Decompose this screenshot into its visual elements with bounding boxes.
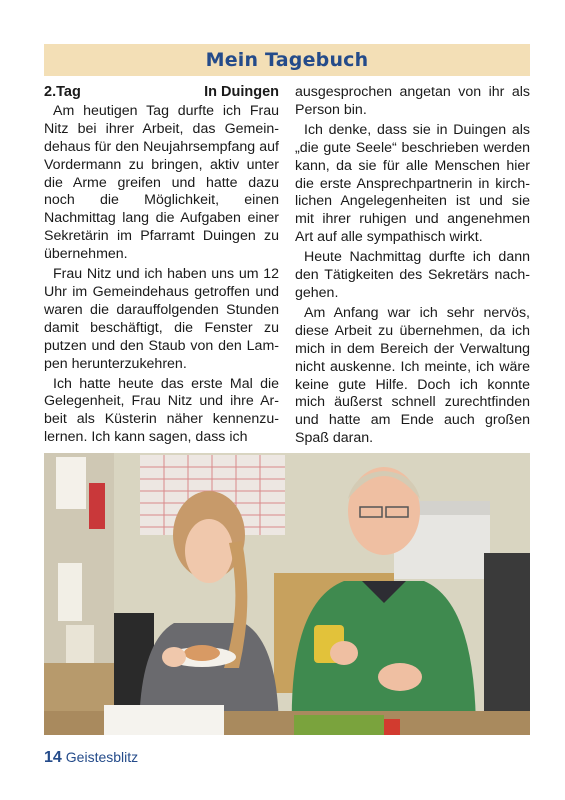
- place-label: In Duingen: [204, 84, 279, 100]
- magazine-name: Geistesblitz: [65, 749, 139, 765]
- paragraph: Frau Nitz und ich haben uns um 12 Uhr im Gemeindehaus getroffen und waren die darauffolgenden Stunden damit beschäftigt, die Fenster zu putzen und den Staub von den Lampen herunterzukehren.: [44, 266, 279, 372]
- paragraph: Heute Nachmittag durfte ich dann den Tätigkeiten des Sekretärs nachgehen.: [295, 249, 530, 301]
- paragraph: Ich hatte heute das erste Mal die Gelegenheit, Frau Nitz und ihre Arbeit als Küsterin näher kennenzulernen. Ich kann sagen, dass ich: [44, 375, 279, 446]
- photo: [44, 453, 530, 735]
- paragraph-continuation: ausgesprochen angetan von ihr als Person bin.: [295, 84, 530, 118]
- paragraph: Am heutigen Tag durfte ich Frau Nitz bei ihrer Arbeit, das Gemeindehaus für den Neujahrsempfang auf Vordermann zu bringen, aktiv unter die Arme greifen und hatte dazu noch die Möglichkeit, einen Nachmittag lang die Aufgaben einer Sekretärin im Pfarramt Duingen zu übernehmen.: [44, 102, 279, 263]
- page-title: Mein Tagebuch: [205, 49, 369, 71]
- paragraph: Ich denke, dass sie in Duingen als „die gute Seele“ beschrieben werden kann, da sie für alle Menschen hier die erste Ansprechpartnerin in kirchlichen Angelegenheiten ist und sie mit ihrer ruhigen und angenehmen Art auf alle sympathisch wirkt.: [295, 121, 530, 246]
- article-column-right: [295, 84, 530, 450]
- day-label: 2.Tag: [44, 84, 81, 100]
- page-footer: [44, 749, 138, 767]
- day-heading: [44, 84, 279, 102]
- header-band: [44, 44, 530, 76]
- page-number: 14: [44, 749, 62, 766]
- article-column-left: [44, 84, 279, 449]
- paragraph: Am Anfang war ich sehr nervös, diese Arbeit zu übernehmen, da ich mich in dem Bereich der Verwaltung nicht auskenne. Ich meinte, ich wäre keine gute Hilfe. Doch ich konnte mich äußerst schnell zurechtfinden und hatte am Ende auch großen Spaß daran.: [295, 304, 530, 447]
